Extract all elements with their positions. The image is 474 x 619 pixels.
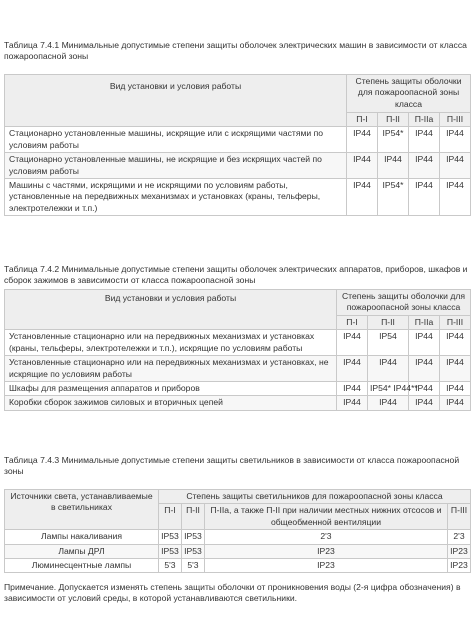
cell-value: IP23 xyxy=(205,544,448,558)
cell-value: IP44 xyxy=(409,179,440,216)
cell-value: IP53 xyxy=(159,544,182,558)
cell-value: IP54* xyxy=(378,179,409,216)
table3 xyxy=(4,489,471,573)
cell-value: IP44 xyxy=(409,153,440,179)
cell-value: IP53 xyxy=(159,530,182,544)
table1-head-protection: Степень защиты оболочки для пожароопасной зоны класса xyxy=(347,75,471,113)
cell-value: IP44 xyxy=(337,396,368,410)
table1-class-p1: П-I xyxy=(347,113,378,127)
table3-class-p2a: П-IIa, а также П-II при наличии местных нижних отсосов и общеобменной вентиляции xyxy=(205,504,448,530)
cell-value: IP23 xyxy=(448,544,471,558)
row-label: Шкафы для размещения аппаратов и приборов xyxy=(5,382,337,396)
cell-value: IP44 xyxy=(440,179,471,216)
table1-class-p2: П-II xyxy=(378,113,409,127)
table-row xyxy=(5,382,471,396)
row-label: Коробки сборок зажимов силовых и вторичных цепей xyxy=(5,396,337,410)
table-row xyxy=(5,153,471,179)
row-label: Стационарно установленные машины, искрящие или с искрящими частями по условиям работы xyxy=(5,127,347,153)
table-row xyxy=(5,544,471,558)
cell-value: IP44 xyxy=(378,153,409,179)
cell-value: IP44 xyxy=(409,330,440,356)
table3-class-p2: П-II xyxy=(182,504,205,530)
cell-value: IP54* xyxy=(378,127,409,153)
table1-class-p2a: П-IIa xyxy=(409,113,440,127)
cell-value: IP44 xyxy=(337,330,368,356)
table1-class-p3: П-III xyxy=(440,113,471,127)
cell-value: IP54 xyxy=(368,330,409,356)
cell-value: IP44 xyxy=(409,396,440,410)
table-row xyxy=(5,530,471,544)
row-label: Лампы накаливания xyxy=(5,530,159,544)
cell-value: IP44 xyxy=(409,356,440,382)
cell-value: IP44 xyxy=(440,330,471,356)
cell-value: IP44 xyxy=(440,356,471,382)
row-label: Лампы ДРЛ xyxy=(5,544,159,558)
table2-class-p3: П-III xyxy=(440,316,471,330)
cell-value: IP44 xyxy=(409,382,440,396)
row-label: Установленные стационарно или на передвижных механизмах и установках (краны, тельферы, электротележки и т.п.), искрящие по условиям работы xyxy=(5,330,337,356)
table2-head-type: Вид установки и условия работы xyxy=(5,290,337,330)
table1 xyxy=(4,74,471,216)
cell-value: IP53 xyxy=(182,544,205,558)
table3-note: Примечание. Допускается изменять степень защиты оболочки от проникновения воды (2-я цифра обозначения) в зависимости от условий среды, в которой устанавливаются светильники. xyxy=(4,582,461,604)
table-row xyxy=(5,330,471,356)
cell-value: IP23 xyxy=(205,559,448,573)
table-row xyxy=(5,559,471,573)
table1-head-type: Вид установки и условия работы xyxy=(5,75,347,127)
table3-class-p1: П-I xyxy=(159,504,182,530)
cell-value: 2'3 xyxy=(205,530,448,544)
cell-value: IP44 xyxy=(347,127,378,153)
table-row xyxy=(5,356,471,382)
table2 xyxy=(4,289,471,411)
cell-value: IP44 xyxy=(440,153,471,179)
table2-class-p1: П-I xyxy=(337,316,368,330)
table1-caption: Таблица 7.4.1 Минимальные допустимые степени защиты оболочек электрических машин в зависимости от класса пожароопасной зоны xyxy=(4,40,467,62)
cell-value: 2'3 xyxy=(448,530,471,544)
cell-value: 5'3 xyxy=(159,559,182,573)
table2-head-protection: Степень защиты оболочки для пожароопасной зоны класса xyxy=(337,290,471,316)
cell-value: IP44 xyxy=(347,179,378,216)
cell-value: IP44 xyxy=(368,396,409,410)
table2-class-p2a: П-IIa xyxy=(409,316,440,330)
table3-caption: Таблица 7.4.3 Минимальные допустимые степени защиты светильников в зависимости от класса пожароопасной зоны xyxy=(4,455,460,477)
table-row xyxy=(5,179,471,216)
row-label: Стационарно установленные машины, не искрящие и без искрящих частей по условиям работы xyxy=(5,153,347,179)
cell-value: IP44 xyxy=(337,356,368,382)
cell-value: IP44 xyxy=(440,382,471,396)
table-row xyxy=(5,396,471,410)
cell-value: IP44 xyxy=(440,127,471,153)
cell-value: IP53 xyxy=(182,530,205,544)
cell-value: IP44 xyxy=(347,153,378,179)
row-label: Машины с частями, искрящими и не искрящими по условиям работы, установленные на передвижных механизмах и установках (краны, тельферы, электротележки и т.п.) xyxy=(5,179,347,216)
cell-value: IP44 xyxy=(368,356,409,382)
cell-value: IP44 xyxy=(409,127,440,153)
table2-class-p2: П-II xyxy=(368,316,409,330)
table3-head-source: Источники света, устанавливаемые в светильниках xyxy=(5,490,159,530)
table3-class-p3: П-III xyxy=(448,504,471,530)
table3-head-protection: Степень защиты светильников для пожароопасной зоны класса xyxy=(159,490,471,504)
cell-value: IP54* IP44** xyxy=(368,382,409,396)
cell-value: 5'3 xyxy=(182,559,205,573)
row-label: Люминесцентные лампы xyxy=(5,559,159,573)
row-label: Установленные стационарно или на передвижных механизмах и установках, не искрящие по условиям работы xyxy=(5,356,337,382)
cell-value: IP44 xyxy=(440,396,471,410)
cell-value: IP23 xyxy=(448,559,471,573)
table2-caption: Таблица 7.4.2 Минимальные допустимые степени защиты оболочек электрических аппаратов, приборов, шкафов и сборок зажимов в зависимости от класса пожароопасной зоны xyxy=(4,264,468,286)
table-row xyxy=(5,127,471,153)
cell-value: IP44 xyxy=(337,382,368,396)
